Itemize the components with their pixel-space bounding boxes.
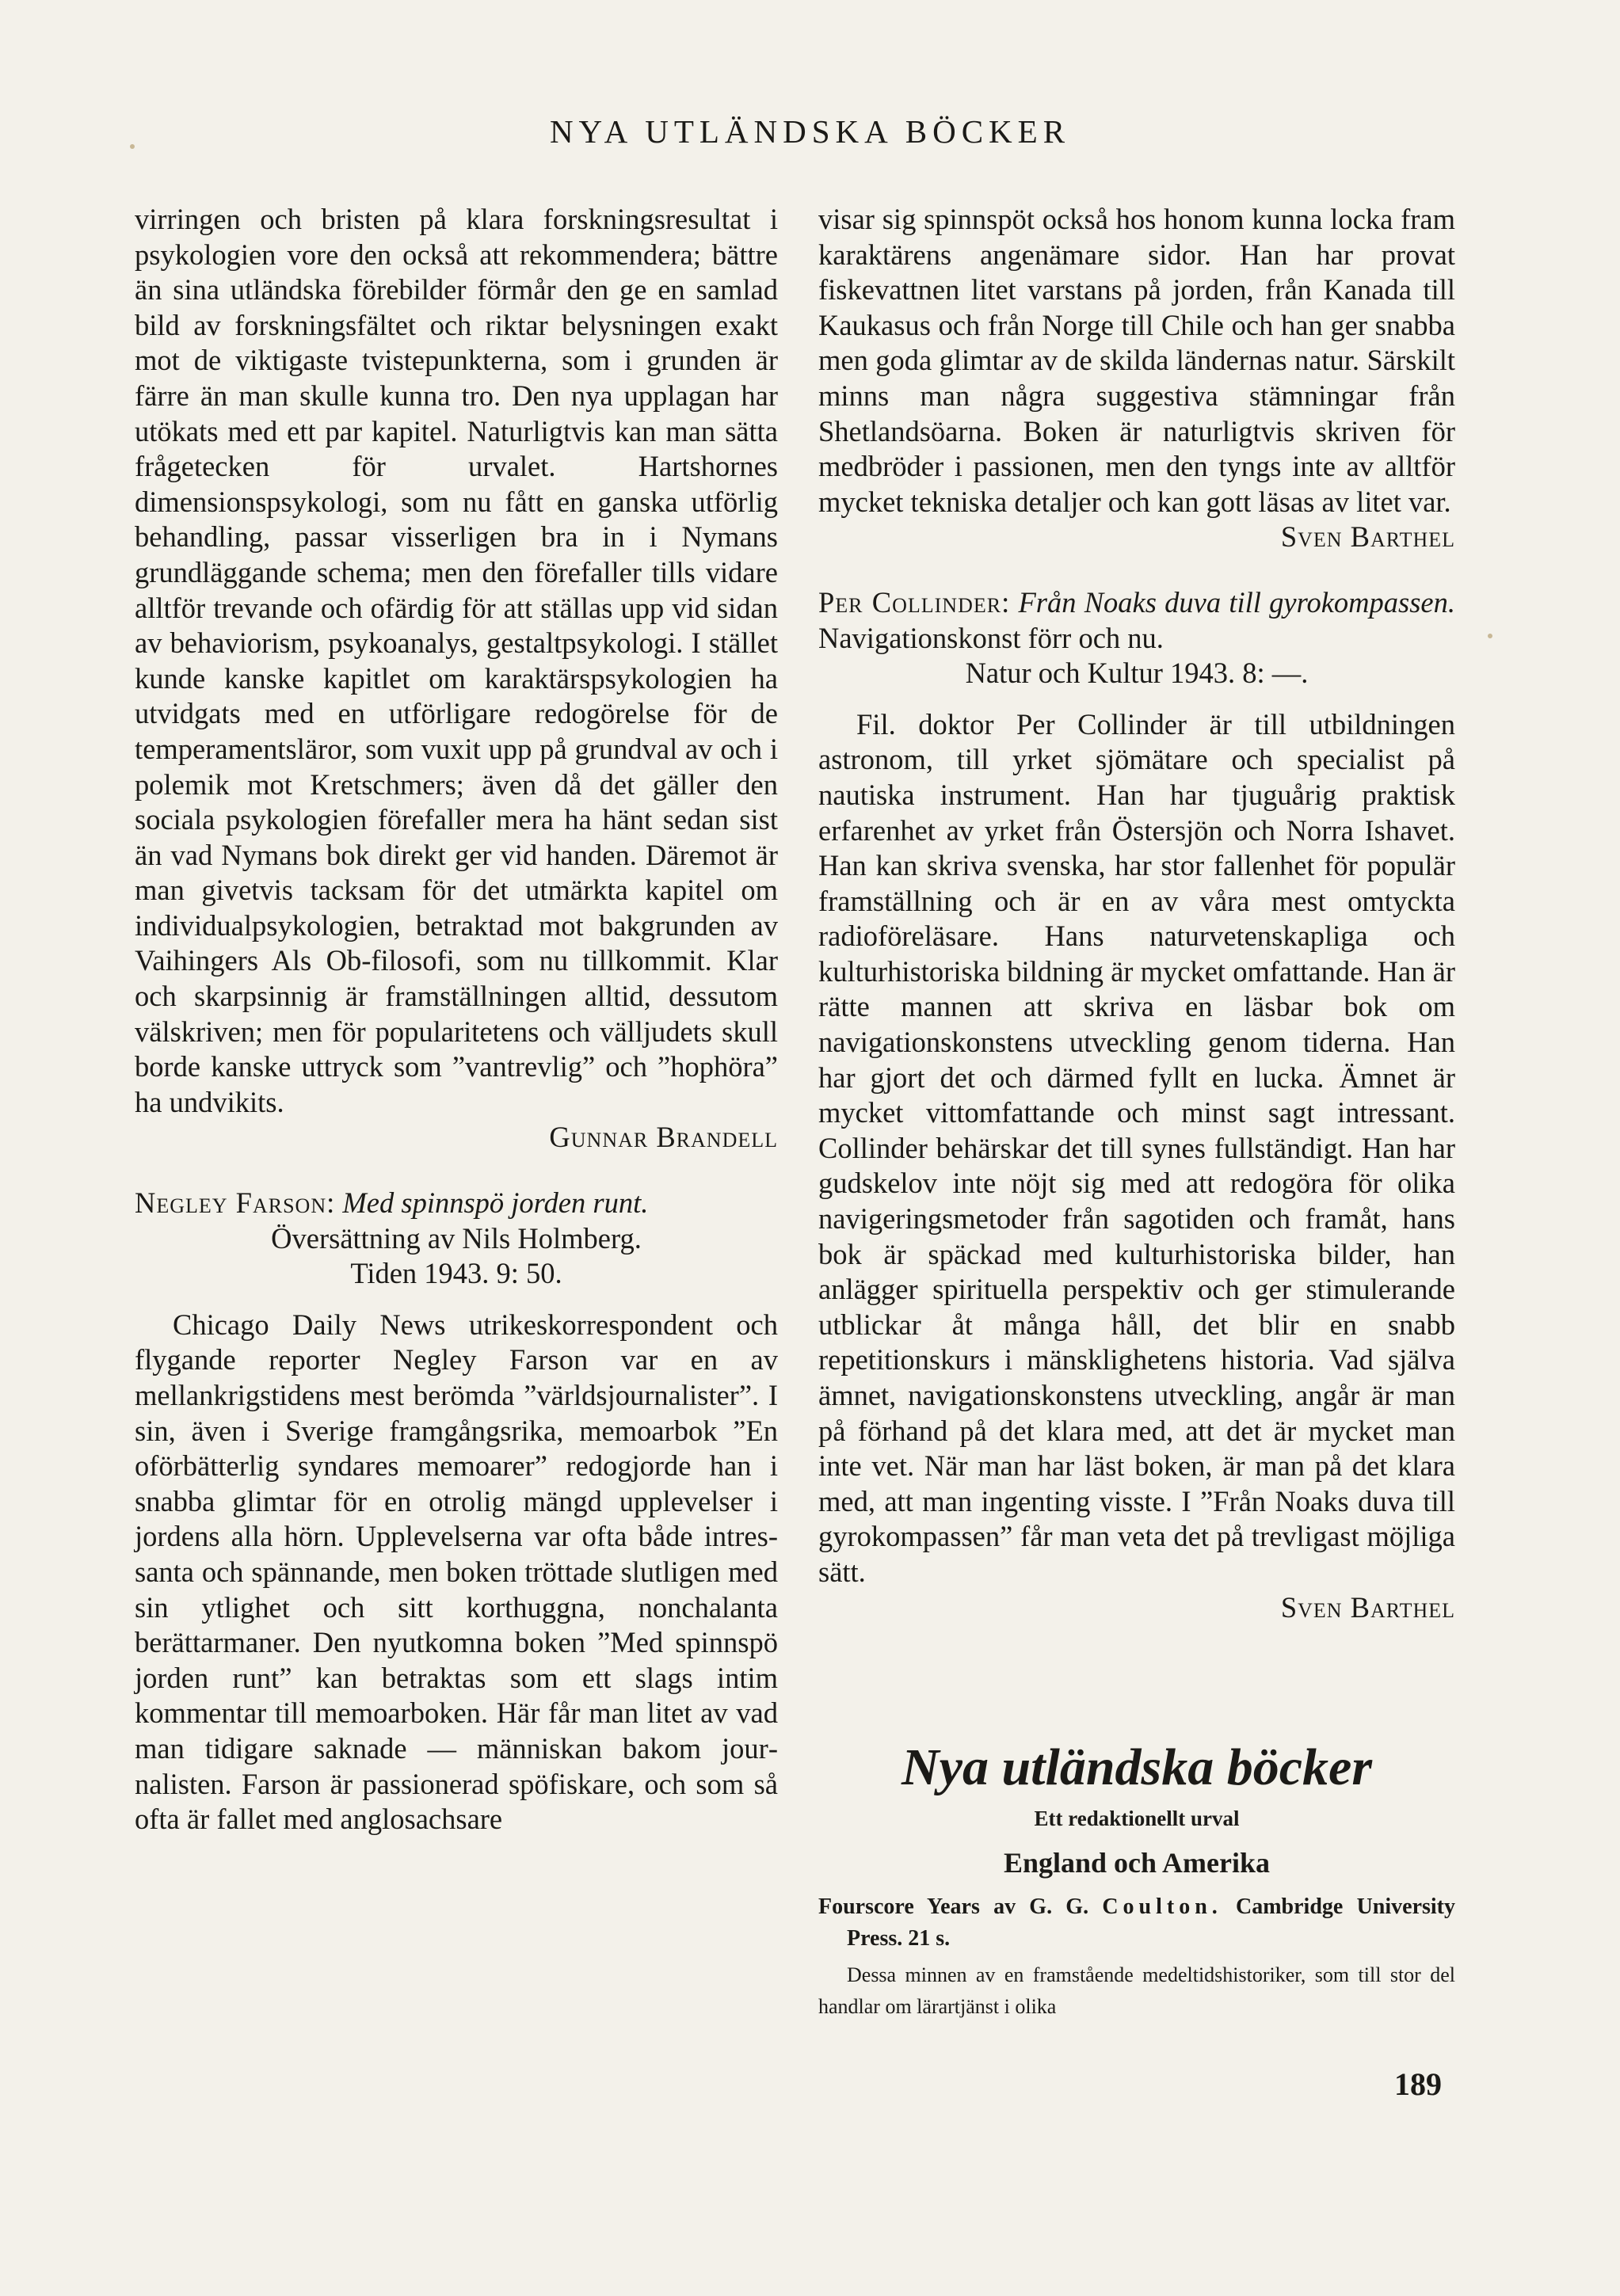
review-title-collinder: Från Noaks duva till gyrokompassen. (1018, 585, 1455, 619)
listing-entry-author: Coulton. (1102, 1894, 1222, 1919)
right-signature-barthel-2: Sven Barthel (1280, 1590, 1455, 1624)
review-subtitle-collinder: Navigationskonst förr och nu. (818, 621, 1164, 654)
listing-entry-description: Dessa minnen av en framstående medeltidshistoriker, som till stor del handlar om lärartjänst i olika (818, 1963, 1455, 2018)
review-heading-farson (135, 1186, 778, 1292)
running-head: NYA UTLÄNDSKA BÖCKER (549, 113, 1071, 150)
left-paragraph-1: virringen och bristen på klara forskningsresultat i psykologien vore den också att rekommendera; bättre än sina utländska förebilder förmår den ge en samlad bild av forskningsfältet och riktar belysningen exakt mot de viktigaste tvistepunkterna, som i grunden är färre än man skulle kunna tro. Den nya upplagan har utökats med ett par kapitel. Naturligtvis kan man sätta frågetecken för urvalet. Hartshornes dimensionspsykologi, som nu fått en ganska utförlig behandling, passar visserligen bra in i Nymans grundläggande schema; men den förefaller tills vidare alltför trevande och ofärdig för att ställas upp vid sidan av behaviorism, psykoanalys, gestaltpsykologi. I stället kunde kanske kapitlet om karaktärspsykologien ha utvidgats med en utförligare redogörelse för de temperamentsläror, som vuxit upp på grundval av och i polemik mot Kretschmers; även då det gäller den sociala psykologien förefaller mera ha hänt sedan sist än vad Nymans bok direkt ger vid handen. Däremot är man givetvis tacksam för det utmärkta kapitel om individualpsykologien, betraktad mot bakgrunden av Vaihingers Als Ob-filosofi, som nu tillkommit. Klar och skarpsinnig är framställningen alltid, dessutom välskriven; men för popularitetens och välljudets skull borde kanske uttryck som ”vantrevlig” och ”hophöra” ha undvikits. (135, 203, 778, 1118)
banner-title: Nya utländska böcker (901, 1738, 1372, 1796)
left-column (135, 202, 778, 1837)
banner-region: England och Amerika (1003, 1847, 1271, 1879)
listing-entry-coulton (818, 1891, 1455, 1955)
paper-speck (130, 144, 135, 149)
listing-entry-publisher: Cambridge University Press. 21 s. (847, 1894, 1455, 1951)
right-paragraph-2: Fil. doktor Per Collinder är till utbildningen astronom, till yrket sjömätare och specialist på nautiska instrument. Han har tjuguårig praktisk erfarenhet av yrket från Östersjön och Norra Ishavet. Han kan skriva svenska, har stor fallenhet för populär framställning och är en av våra mest omtyckta radioföreläsare. Hans naturvetenskapliga och kulturhistoriska bildning är mycket omfattande. Han är rätte mannen att skriva en läsbar bok om navigationskonstens utveckling genom tiderna. Han har gjort det och därmed fyllt en lucka. Ämnet är mycket vittomfattande och minst sagt intressant. Collinder behärskar det till synes fullständigt. Han har gudskelov inte nöjt sig med att redogöra för olika navigeringsmetoder från sagotiden och framåt, hans bok är späckad med kulturhistoriska bilder, han anlägger spirituella perspektiv och ger stimulerande utblickar åt många håll, det blir en snabb repetitionskurs i mänsklighetens historia. Vad själva ämnet, navigationskonstens utveckling, angår är man på förhand på det klara med, att det är mycket man inte vet. När man har läst boken, är man på det klara med, att man ingenting visste. I ”Från Noaks duva till gyrokompassen” får man veta det på trevligast möjliga sätt. (818, 707, 1455, 1588)
section-banner (818, 1736, 1455, 1883)
review-title-farson: Med spinnspö jorden runt. (342, 1186, 649, 1220)
review-publisher-collinder: Natur och Kultur 1943. 8: —. (965, 657, 1309, 690)
review-author-farson: Negley Farson: (135, 1186, 336, 1220)
right-column (818, 202, 1455, 1625)
review-author-collinder: Per Collinder: (818, 585, 1011, 619)
page-number: 189 (1394, 2066, 1442, 2102)
review-heading-collinder (818, 585, 1455, 691)
listing-entry-title: Fourscore Years av G. G. (818, 1894, 1089, 1919)
review-publisher-farson: Tiden 1943. 9: 50. (350, 1257, 562, 1290)
review-heading-farson-line1 (135, 1186, 778, 1221)
right-paragraph-1: visar sig spinnspöt också hos honom kunna locka fram karaktärens angenämare sidor. Han har provat fiskevattnen litet varstans på jorden, från Kanada till Kaukasus och från Norge till Chile och han ger snabba men goda glimtar av de skilda ländernas natur. Särskilt minns man några suggestiva stämningar från Shetlandsöarna. Boken är naturligtvis skriven för medbröder i passionen, men den tyngs inte av alltför mycket tekniska detaljer och kan gott läsas av litet var. (818, 203, 1455, 518)
banner-subtitle: Ett redaktionellt urval (1034, 1807, 1240, 1830)
right-signature-barthel-1: Sven Barthel (1280, 520, 1455, 554)
book-listing (818, 1891, 1455, 2023)
left-paragraph-2: Chicago Daily News utrikeskorrespondent och flygande reporter Negley Farson var en av mellankrigstidens mest berömda ”världsjournalister”. I sin, även i Sverige framgångsrika, memoarbok ”En oförbätterlig syndares memoarer” redogjorde han i snabba glimtar för en otrolig mängd upplevelser i jordens alla hörn. Upplevelserna var ofta både intressanta och spännande, men boken tröttade slutligen med sin ytlighet och sitt korthuggna, nonchalanta berättarmaner. Den nyutkomna boken ”Med spinnspö jorden runt” kan betraktas som ett slags intim kommentar till memoarboken. Här får man litet av vad man tidigare saknade — människan bakom journalisten. Farson är passionerad spöfiskare, och som så ofta är fallet med anglosachsare (135, 1308, 778, 1836)
review-translation-farson: Översättning av Nils Holmberg. (271, 1221, 642, 1255)
paper-speck (1488, 634, 1492, 638)
left-signature-brandell: Gunnar Brandell (549, 1121, 778, 1154)
review-heading-collinder-line1 (818, 585, 1455, 656)
